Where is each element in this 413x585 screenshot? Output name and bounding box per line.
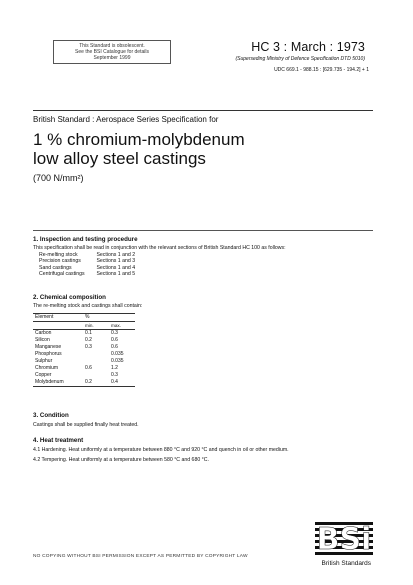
clause-tempering: 4.2 Tempering. Heat uniformly at a temperature between 580 °C and 680 °C. (33, 456, 209, 463)
applicability-row (39, 271, 373, 278)
table-row (33, 344, 135, 351)
bsi-logo (315, 522, 373, 558)
table-subheader-row (33, 321, 135, 329)
applicability-label: Precision castings (39, 258, 81, 265)
standard-code: HC 3 : March : 1973 (251, 40, 365, 54)
applicability-label: Re-melting stock (39, 251, 78, 258)
section-heading: 2. Chemical composition (33, 294, 106, 301)
section-chemical-composition (33, 294, 373, 387)
element-name: Molybdenum (33, 379, 83, 387)
min-value: 0.2 (85, 337, 92, 344)
title-line: 1 % chromium-molybdenum (33, 130, 245, 149)
section-inspection (33, 236, 373, 278)
min-value (83, 358, 109, 365)
table-row (33, 337, 135, 344)
copyright-notice: NO COPYING WITHOUT BSI PERMISSION EXCEPT AS PERMITTED BY COPYRIGHT LAW (33, 554, 248, 559)
table-row (33, 351, 135, 358)
min-value: 0.3 (85, 344, 92, 351)
section-heading: 4. Heat treatment (33, 437, 84, 444)
applicability-value: Sections 1 and 4 (96, 264, 136, 271)
section-heading: 1. Inspection and testing procedure (33, 236, 138, 243)
logo-label: British Standards (321, 560, 371, 567)
series-title: British Standard : Aerospace Series Specification for (33, 115, 219, 124)
column-header-max: max. (109, 321, 135, 329)
min-value: 0.6 (85, 365, 92, 372)
max-value: 0.035 (111, 351, 124, 358)
element-name: Copper (35, 372, 52, 379)
applicability-value: Sections 1 and 5 (96, 271, 136, 278)
title-line: low alloy steel castings (33, 148, 206, 168)
applicability-label: Sand castings (39, 264, 72, 271)
document-title (33, 131, 245, 168)
section-condition (33, 412, 373, 429)
element-name: Sulphur (35, 358, 53, 365)
max-value: 0.3 (111, 330, 118, 337)
udc-classification: UDC 669.1 - 988.15 : [629.735 - 194.2] + 1 (274, 67, 369, 73)
section-divider (33, 230, 373, 231)
table-row (33, 379, 135, 387)
table-row (33, 358, 135, 365)
section-heat-treatment (33, 437, 373, 463)
obsolescence-line: This Standard is obsolescent. (79, 43, 145, 49)
applicability-row (39, 258, 373, 265)
table-row (33, 372, 135, 379)
max-value: 0.6 (111, 337, 118, 344)
section-paragraph: The re-melting stock and castings shall contain: (33, 303, 143, 309)
section-heading: 3. Condition (33, 412, 69, 419)
clause-hardening: 4.1 Hardening. Heat uniformly at a temperature between 880 °C and 920 °C and quench in oil or other medium. (33, 447, 289, 453)
element-name: Chromium (35, 365, 59, 372)
section-paragraph: This specification shall be read in conjunction with the relevant sections of British Standard HC 100 as follows: (33, 245, 286, 251)
max-value: 0.3 (111, 372, 118, 379)
document-subtitle: (700 N/mm²) (33, 173, 84, 183)
applicability-label: Centrifugal castings (39, 271, 85, 278)
column-header-element: Element (33, 313, 83, 321)
element-name: Carbon (35, 330, 52, 337)
column-header-percent: % (83, 313, 135, 321)
logo-mark: BSi (316, 522, 372, 557)
table-row (33, 329, 135, 337)
max-value: 0.6 (111, 344, 118, 351)
max-value: 0.035 (111, 358, 124, 365)
max-value: 1.2 (111, 365, 118, 372)
header-divider (33, 110, 373, 111)
table-header-row (33, 313, 135, 321)
element-name: Phosphorus (35, 351, 62, 358)
min-value: 0.2 (83, 379, 109, 387)
element-name: Silicon (35, 337, 50, 344)
column-header-min: min. (83, 321, 109, 329)
superseding-note: (Superseding Ministry of Defence Specification DTD 5010) (235, 56, 365, 62)
applicability-value: Sections 1 and 3 (96, 258, 136, 265)
element-name: Manganese (35, 344, 62, 351)
composition-table (33, 313, 135, 387)
max-value: 0.4 (109, 379, 135, 387)
min-value (83, 351, 109, 358)
applicability-row (39, 252, 373, 259)
obsolescence-notice (53, 40, 171, 64)
min-value (83, 372, 109, 379)
applicability-value: Sections 1 and 2 (96, 251, 136, 258)
table-row (33, 365, 135, 372)
obsolescence-line: September 1999 (93, 55, 131, 61)
applicability-row (39, 265, 373, 272)
section-paragraph: Castings shall be supplied finally heat treated. (33, 422, 139, 428)
obsolescence-line: See the BSI Catalogue for details (75, 49, 149, 55)
min-value: 0.1 (85, 330, 92, 337)
